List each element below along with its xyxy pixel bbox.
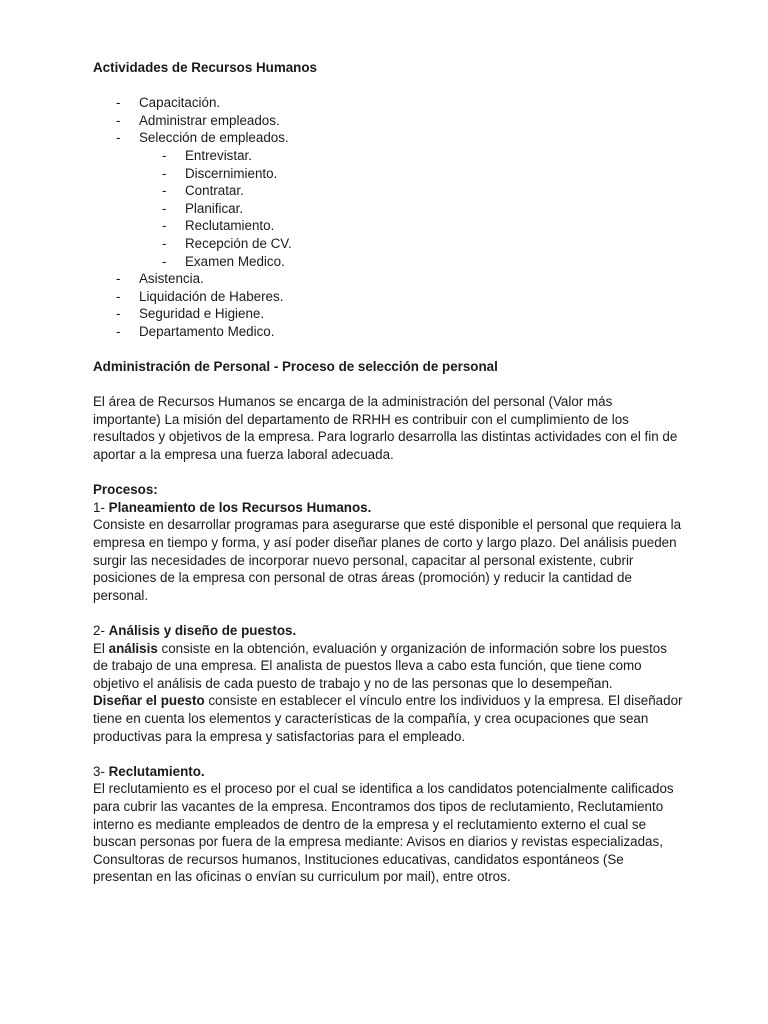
process-number: 3- (93, 763, 109, 779)
process-2-disenar-paragraph (93, 692, 683, 745)
bullet-dash: - (162, 183, 167, 199)
process-number: 2- (93, 623, 109, 638)
sub-list-item (93, 235, 683, 253)
list-item-text: Seguridad e Higiene. (139, 306, 265, 322)
bullet-dash: - (116, 130, 121, 146)
list-item (93, 288, 683, 306)
process-number: 1- (93, 499, 109, 515)
bullet-dash: - (162, 235, 167, 251)
section-title-administracion: Administración de Personal - Proceso de selección de personal (93, 359, 498, 375)
spacer (93, 77, 683, 95)
sub-list-item (93, 200, 683, 218)
section-title-actividades: Actividades de Recursos Humanos (93, 60, 317, 75)
document-content (93, 59, 683, 886)
sub-list-item-text: Recepción de CV. (185, 235, 292, 251)
bold-term: Diseñar el puesto (93, 693, 205, 709)
bullet-dash: - (162, 253, 167, 269)
sub-list-item (93, 217, 683, 235)
sub-list-item-text: Entrevistar. (185, 147, 252, 163)
sub-list-item-text: Reclutamiento. (185, 218, 275, 234)
list-item (93, 270, 683, 288)
list-item-text: Selección de empleados. (139, 130, 289, 146)
list-item-text: Administrar empleados. (139, 112, 280, 128)
sub-list-item (93, 253, 683, 271)
spacer (93, 341, 683, 359)
intro-paragraph: El área de Recursos Humanos se encarga de la administración del personal (Valor más importante) La misión del departamento de RRHH es contribuir con el cumplimiento de los resultados y objetivos de la empresa. Para lograrlo desarrolla las distintas actividades con el fin de aportar a la empresa una fuerza laboral adecuada. (93, 394, 678, 463)
process-1-heading (93, 499, 683, 517)
sub-list-item (93, 165, 683, 183)
sub-list-item-text: Contratar. (185, 183, 244, 199)
bullet-dash: - (162, 147, 167, 163)
sub-list-item (93, 182, 683, 200)
list-item-text: Capacitación. (139, 95, 221, 111)
list-item-text: Liquidación de Haberes. (139, 288, 284, 304)
bullet-dash: - (116, 271, 121, 287)
process-title: Planeamiento de los Recursos Humanos. (108, 499, 372, 515)
text-run: consiste en establecer el vínculo entre los individuos y la empresa. El diseñador tiene en cuenta los elementos y características de la compañía, y crea ocupaciones que sean productivas para la empresa y satisfactorias para el empleado. (93, 693, 683, 744)
text-run: El (93, 640, 109, 656)
spacer (93, 604, 683, 622)
list-item (93, 323, 683, 341)
text-run: consiste en la obtención, evaluación y organización de información sobre los puestos de trabajo de una empresa. El analista de puestos lleva a cabo esta función, que tiene como objetivo el análisis de cada puesto de trabajo y no de las personas que lo desempeñan. (93, 640, 667, 691)
spacer (93, 464, 683, 482)
activities-list (93, 94, 683, 340)
process-title: Reclutamiento. (108, 763, 205, 779)
process-3-heading (93, 763, 683, 781)
list-item-text: Asistencia. (139, 271, 204, 287)
sub-list-item-text: Discernimiento. (185, 165, 278, 181)
bullet-dash: - (116, 306, 121, 322)
spacer (93, 745, 683, 763)
process-3-text: El reclutamiento es el proceso por el cual se identifica a los candidatos potencialmente calificados para cubrir las vacantes de la empresa. Encontramos dos tipos de reclutamiento, Reclutamiento interno es mediante empleados de dentro de la empresa y el reclutamiento externo el cual se buscan personas por fuera de la empresa mediante: Avisos en diarios y revistas especializadas, Consultoras de recursos humanos, Instituciones educativas, candidatos espontáneos (Se presentan en las oficinas o envían su curriculum por mail), entre otros. (93, 781, 674, 885)
process-title: Análisis y diseño de puestos. (108, 623, 297, 638)
list-item (93, 129, 683, 147)
bullet-dash: - (162, 218, 167, 234)
spacer (93, 376, 683, 394)
process-2-heading (93, 622, 683, 640)
bullet-dash: - (116, 112, 121, 128)
list-item (93, 305, 683, 323)
sub-list-item (93, 147, 683, 165)
bullet-dash: - (116, 288, 121, 304)
list-item (93, 94, 683, 112)
list-item-text: Departamento Medico. (139, 323, 275, 339)
sub-list-item-text: Planificar. (185, 200, 244, 216)
bullet-dash: - (116, 323, 121, 339)
procesos-title: Procesos: (93, 482, 158, 498)
sub-list-item-text: Examen Medico. (185, 253, 285, 269)
bullet-dash: - (162, 200, 167, 216)
bullet-dash: - (116, 95, 121, 111)
bullet-dash: - (162, 165, 167, 181)
list-item (93, 112, 683, 130)
process-2-analisis-paragraph (93, 640, 683, 693)
bold-term: análisis (108, 640, 158, 656)
process-1-text: Consiste en desarrollar programas para asegurarse que esté disponible el personal que requiera la empresa en tiempo y forma, y así poder diseñar planes de corto y largo plazo. Del análisis pueden surgir las necesidades de incorporar nuevo personal, capacitar al personal existente, cubrir posiciones de la empresa con personal de otras áreas (promoción) y reducir la cantidad de personal. (93, 517, 682, 603)
